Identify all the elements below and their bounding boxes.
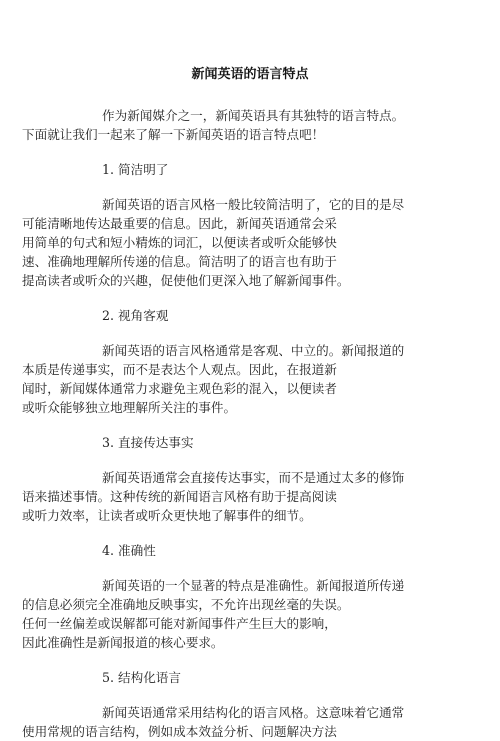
paragraph-line: 用简单的句式和短小精炼的词汇，以便读者或听众能够快 — [22, 235, 337, 250]
section-heading: 3. 直接传达事实 — [102, 435, 194, 450]
paragraph-line: 速、准确地理解所传递的信息。简洁明了的语言也有助于 — [22, 254, 337, 269]
paragraph-line: 或听力效率，让读者或听众更快地了解事件的细节。 — [22, 508, 312, 523]
paragraph-line: 新闻英语通常会直接传达事实，而不是通过太多的修饰 — [102, 470, 405, 485]
section-heading: 1. 简洁明了 — [102, 162, 169, 177]
section-heading: 2. 视角客观 — [102, 308, 169, 323]
paragraph-line: 使用常规的语言结构，例如成本效益分析、问题解决方法 — [22, 724, 337, 739]
paragraph-line: 新闻英语的一个显著的特点是准确性。新闻报道所传递 — [102, 578, 405, 593]
paragraph-line: 新闻英语的语言风格一般比较简洁明了，它的目的是尽 — [102, 197, 405, 212]
intro-line: 下面就让我们一起来了解一下新闻英语的语言特点吧！ — [22, 127, 325, 142]
paragraph-line: 新闻英语的语言风格通常是客观、中立的。新闻报道的 — [102, 343, 405, 358]
paragraph-line: 任何一丝偏差或误解都可能对新闻事件产生巨大的影响， — [22, 616, 337, 631]
paragraph-line: 闻时，新闻媒体通常力求避免主观色彩的混入，以便读者 — [22, 381, 337, 396]
document-body — [22, 106, 482, 741]
paragraph-line: 新闻英语通常采用结构化的语言风格。这意味着它通常 — [102, 705, 405, 720]
section-heading: 4. 准确性 — [102, 543, 156, 558]
paragraph-line: 可能清晰地传达最重要的信息。因此，新闻英语通常会采 — [22, 216, 337, 231]
document-title: 新闻英语的语言特点 — [191, 67, 309, 82]
intro-line: 作为新闻媒介之一，新闻英语具有其独特的语言特点。 — [102, 108, 405, 123]
paragraph-line: 或听众能够独立地理解所关注的事件。 — [22, 400, 237, 415]
paragraph-line: 的信息必须完全准确地反映事实，不允许出现丝毫的失误。 — [22, 597, 350, 612]
section-heading: 5. 结构化语言 — [102, 670, 181, 685]
paragraph-line: 语来描述事情。这种传统的新闻语言风格有助于提高阅读 — [22, 489, 337, 504]
paragraph-line: 本质是传递事实，而不是表达个人观点。因此，在报道新 — [22, 362, 337, 377]
paragraph-line: 因此准确性是新闻报道的核心要求。 — [22, 635, 224, 650]
paragraph-line: 提高读者或听众的兴趣，促使他们更深入地了解新闻事件。 — [22, 273, 350, 288]
